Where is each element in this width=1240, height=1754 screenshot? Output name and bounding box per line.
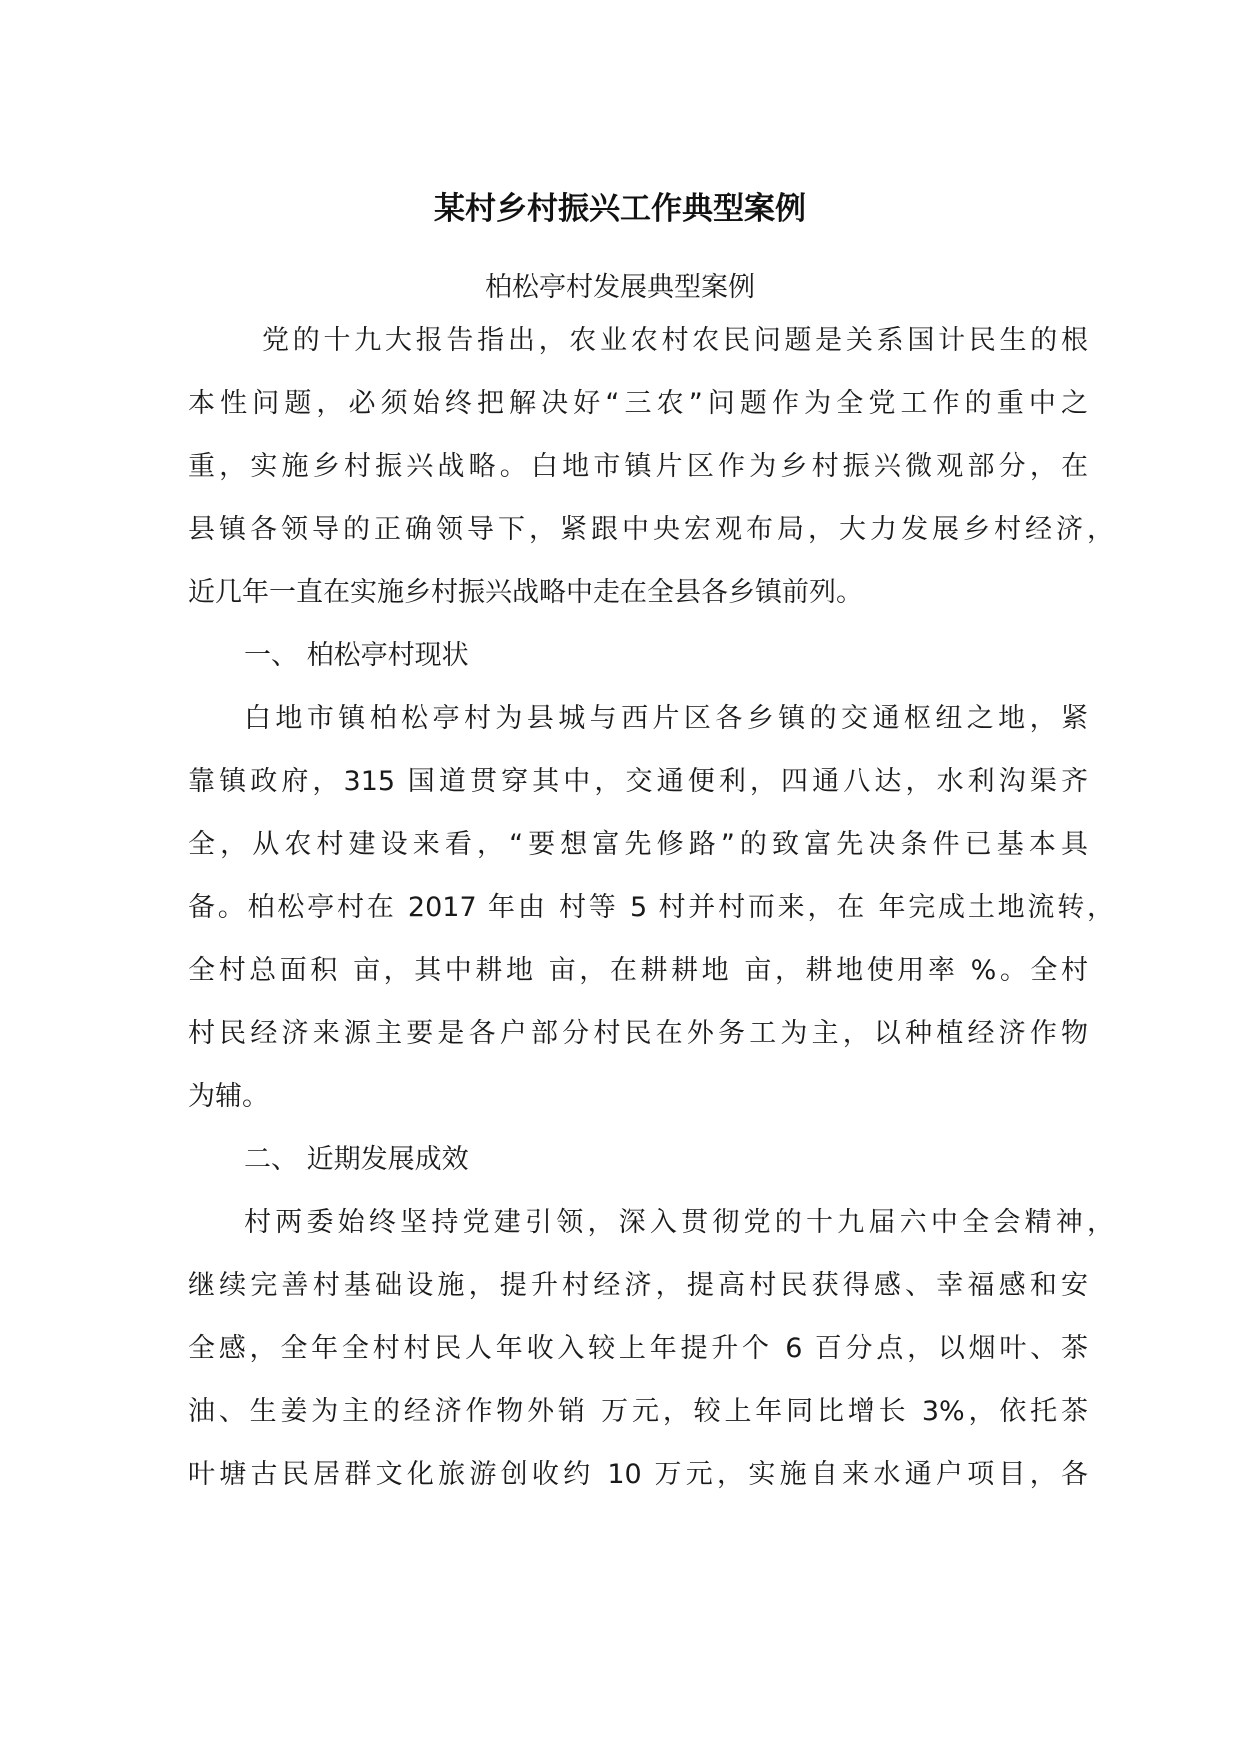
body-line: 备。柏松亭村在 2017 年由 村等 5 村并村而来，在 年完成土地流转，	[188, 892, 1114, 923]
document-subtitle: 柏松亭村发展典型案例	[485, 272, 755, 303]
document-title: 某村乡村振兴工作典型案例	[434, 191, 806, 227]
body-line: 本性问题，必须始终把解决好“三农”问题作为全党工作的重中之	[188, 388, 1088, 419]
body-line: 重，实施乡村振兴战略。白地市镇片区作为乡村振兴微观部分，在	[188, 451, 1088, 482]
body-line: 村民经济来源主要是各户部分村民在外务工为主，以种植经济作物	[188, 1018, 1088, 1049]
body-line: 油、生姜为主的经济作物外销 万元，较上年同比增长 3%，依托茶	[188, 1396, 1088, 1427]
body-line: 白地市镇柏松亭村为县城与西片区各乡镇的交通枢纽之地，紧	[244, 703, 1088, 734]
section-heading: 一、 柏松亭村现状	[244, 640, 469, 671]
body-line: 县镇各领导的正确领导下，紧跟中央宏观布局，大力发展乡村经济，	[188, 514, 1114, 545]
body-line: 村两委始终坚持党建引领，深入贯彻党的十九届六中全会精神，	[244, 1207, 1114, 1238]
body-line: 全，从农村建设来看，“要想富先修路”的致富先决条件已基本具	[188, 829, 1088, 860]
body-line: 全村总面积 亩，其中耕地 亩，在耕耕地 亩，耕地使用率 %。全村	[188, 955, 1088, 986]
body-line: 近几年一直在实施乡村振兴战略中走在全县各乡镇前列。	[188, 577, 863, 608]
body-line: 全感，全年全村村民人年收入较上年提升个 6 百分点，以烟叶、茶	[188, 1333, 1088, 1364]
body-line: 继续完善村基础设施，提升村经济，提高村民获得感、幸福感和安	[188, 1270, 1088, 1301]
body-line: 靠镇政府，315 国道贯穿其中，交通便利，四通八达，水利沟渠齐	[188, 766, 1088, 797]
body-line: 为辅。	[188, 1081, 269, 1112]
section-heading: 二、 近期发展成效	[244, 1144, 469, 1175]
body-line: 叶塘古民居群文化旅游创收约 10 万元，实施自来水通户项目，各	[188, 1459, 1088, 1490]
body-line: 党的十九大报告指出，农业农村农民问题是关系国计民生的根	[262, 325, 1088, 356]
